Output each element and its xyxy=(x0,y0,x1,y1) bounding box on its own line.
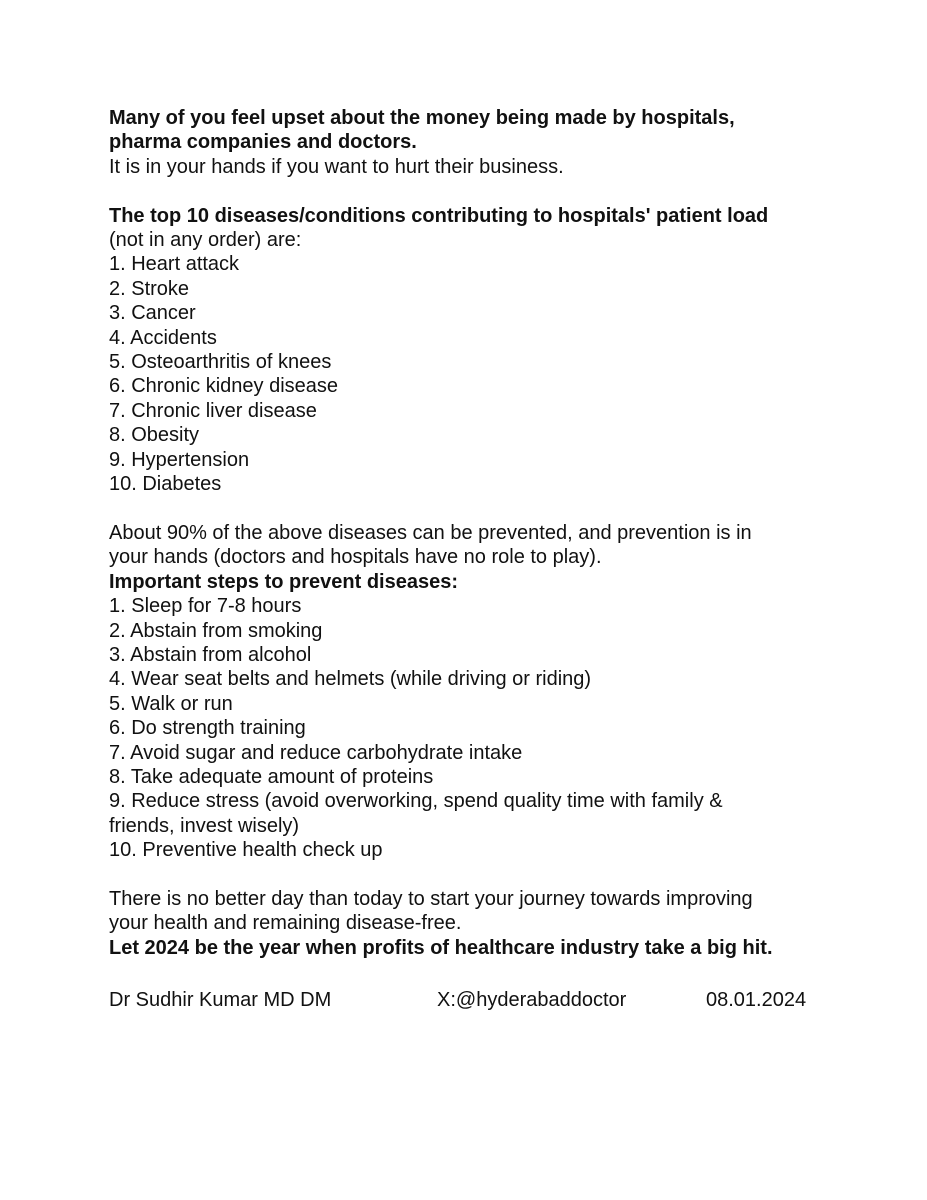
disease-item: 7. Chronic liver disease xyxy=(109,399,317,422)
social-handle: X:@hyderabaddoctor xyxy=(437,989,627,1011)
disease-item: 10. Diabetes xyxy=(109,473,222,496)
prevention-step: 5. Walk or run xyxy=(109,692,233,715)
disease-item: 6. Chronic kidney disease xyxy=(109,375,339,398)
intro-heading-line-1: Many of you feel upset about the money being made by hospitals, xyxy=(109,107,735,129)
closing-line-1: There is no better day than today to start your journey towards improving xyxy=(109,887,753,910)
prevention-steps-list xyxy=(109,594,849,862)
diseases-list xyxy=(109,252,849,496)
prevention-step: 9. Reduce stress (avoid overworking, spend quality time with family & xyxy=(109,790,723,813)
disease-item: 4. Accidents xyxy=(109,326,217,349)
disease-item: 9. Hypertension xyxy=(109,448,250,471)
intro-text: It is in your hands if you want to hurt their business. xyxy=(109,155,564,178)
prevention-step: friends, invest wisely) xyxy=(109,814,300,837)
disease-item: 1. Heart attack xyxy=(109,253,240,276)
prevention-step: 1. Sleep for 7-8 hours xyxy=(109,595,302,618)
prevention-step: 10. Preventive health check up xyxy=(109,839,383,862)
document-date: 08.01.2024 xyxy=(706,989,807,1011)
spacer xyxy=(109,496,849,520)
spacer xyxy=(109,863,849,887)
prevention-step: 7. Avoid sugar and reduce carbohydrate intake xyxy=(109,741,523,764)
diseases-heading: The top 10 diseases/conditions contributing to hospitals' patient load xyxy=(109,204,769,227)
prevention-heading: Important steps to prevent diseases: xyxy=(109,570,458,593)
disease-item: 3. Cancer xyxy=(109,302,196,325)
prevention-step: 8. Take adequate amount of proteins xyxy=(109,765,434,788)
spacer xyxy=(109,179,849,203)
closing-line-2: your health and remaining disease-free. xyxy=(109,912,462,935)
prevention-step: 3. Abstain from alcohol xyxy=(109,643,312,666)
document-page xyxy=(109,106,849,1011)
prevention-step: 2. Abstain from smoking xyxy=(109,619,323,642)
prevention-step: 4. Wear seat belts and helmets (while driving or riding) xyxy=(109,668,592,691)
prevention-step: 6. Do strength training xyxy=(109,717,306,740)
intro-heading-line-2: pharma companies and doctors. xyxy=(109,131,417,154)
disease-item: 2. Stroke xyxy=(109,277,190,300)
signature-footer xyxy=(109,988,849,1012)
prevention-text-line-2: your hands (doctors and hospitals have no role to play). xyxy=(109,546,602,569)
disease-item: 5. Osteoarthritis of knees xyxy=(109,351,332,374)
diseases-subheading: (not in any order) are: xyxy=(109,229,302,252)
closing-bold-line: Let 2024 be the year when profits of healthcare industry take a big hit. xyxy=(109,936,773,959)
disease-item: 8. Obesity xyxy=(109,424,200,447)
prevention-text-line-1: About 90% of the above diseases can be prevented, and prevention is in xyxy=(109,521,752,544)
author-name: Dr Sudhir Kumar MD DM xyxy=(109,989,332,1011)
